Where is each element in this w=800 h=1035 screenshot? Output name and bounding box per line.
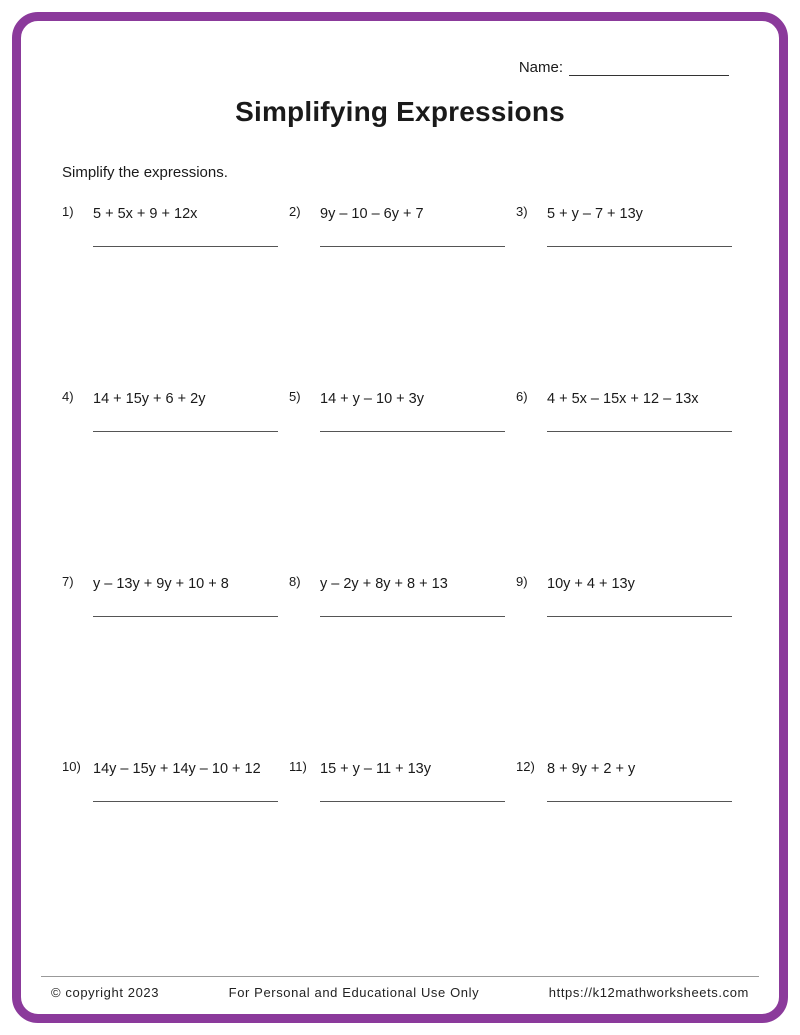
instruction-text: Simplify the expressions. [62,164,228,181]
problem-12 [516,758,743,943]
problem-number: 12) [516,759,535,774]
problem-8 [289,573,516,758]
answer-line [93,801,278,802]
problem-number: 6) [516,389,528,404]
answer-line [93,431,278,432]
problem-number: 11) [289,759,307,774]
problem-number: 10) [62,759,81,774]
problem-number: 2) [289,204,301,219]
problem-expression: 10y + 4 + 13y [547,576,635,592]
problem-6 [516,388,743,573]
problem-9 [516,573,743,758]
footer-url: https://k12mathworksheets.com [548,985,749,1000]
problem-7 [62,573,289,758]
problems-grid [62,203,779,943]
answer-line [320,801,505,802]
problem-number: 4) [62,389,74,404]
problem-expression: 8 + 9y + 2 + y [547,761,636,777]
worksheet-title: Simplifying Expressions [235,96,565,127]
problem-number: 3) [516,204,528,219]
problem-number: 8) [289,574,301,589]
name-label: Name: [518,59,563,76]
name-row [21,59,729,76]
problem-1 [62,203,289,388]
answer-line [320,431,505,432]
answer-line [547,616,732,617]
problem-expression: 15 + y – 11 + 13y [320,761,431,777]
answer-line [93,246,278,247]
answer-line [93,616,278,617]
problem-expression: 14 + y – 10 + 3y [320,391,424,407]
answer-line [547,246,732,247]
problem-expression: 14y – 15y + 14y – 10 + 12 [93,761,261,777]
problem-expression: 4 + 5x – 15x + 12 – 13x [547,391,699,407]
answer-line [320,616,505,617]
answer-line [547,431,732,432]
problem-expression: y – 13y + 9y + 10 + 8 [93,576,229,592]
problem-2 [289,203,516,388]
problem-10 [62,758,289,943]
problem-4 [62,388,289,573]
problem-number: 5) [289,389,301,404]
problem-number: 9) [516,574,528,589]
name-blank-line [569,59,729,76]
footer-copyright: © copyright 2023 [51,985,160,1000]
problem-11 [289,758,516,943]
problem-expression: 5 + 5x + 9 + 12x [93,206,198,222]
footer-usage-note: For Personal and Educational Use Only [228,985,480,1000]
problem-expression: 9y – 10 – 6y + 7 [320,206,424,222]
problem-number: 7) [62,574,74,589]
answer-line [547,801,732,802]
problem-expression: y – 2y + 8y + 8 + 13 [320,576,448,592]
problem-expression: 14 + 15y + 6 + 2y [93,391,206,407]
problem-expression: 5 + y – 7 + 13y [547,206,643,222]
footer [41,976,759,1000]
answer-line [320,246,505,247]
problem-number: 1) [62,204,74,219]
problem-3 [516,203,743,388]
problem-5 [289,388,516,573]
worksheet-page [12,12,788,1023]
